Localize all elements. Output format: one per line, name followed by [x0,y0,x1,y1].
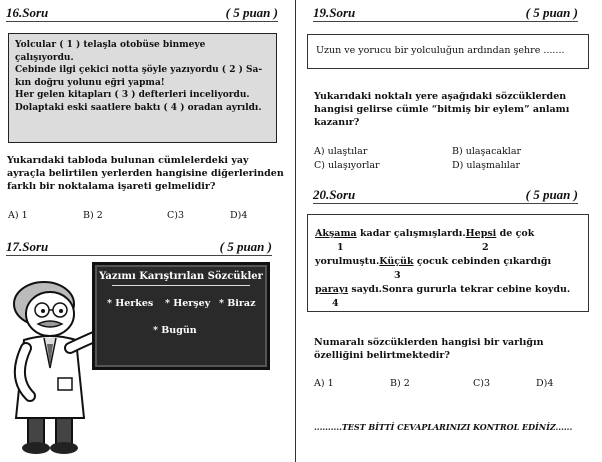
q16-box-line: Cebinde ilgi çekici notta şöyle yazıyordu ( 2 ) Sa- [15,65,263,76]
board-word: * Bugün [153,325,197,336]
q16-question-line: Yukarıdaki tabloda bulunan cümlelerdeki yay [7,155,249,166]
q19-option-b[interactable]: B) ulaşacaklar [452,146,522,157]
q20-points: ( 5 puan ) [525,187,578,202]
q20-line [315,284,570,295]
q19-question [314,90,596,129]
q20-text: de çok [496,228,535,239]
q20-option-a[interactable]: A) 1 [314,378,334,389]
q16-option-c[interactable]: C)3 [167,210,185,221]
q20-option-d[interactable]: D)4 [536,378,554,389]
q19-question-text: hangisi gelirse cümle “ [314,104,438,115]
q16-option-b[interactable]: B) 2 [83,210,103,221]
q20-text: çocuk cebinden çıkardığı [413,256,552,267]
board-title: Yazımı Karıştırılan Sözcükler [95,271,267,286]
q20-number: 20.Soru [313,187,356,202]
q19-option-a[interactable]: A) ulaştılar [314,146,368,157]
q16-question-line: farklı bir noktalama işareti gelmelidir? [7,181,216,192]
q20-text: saydı.Sonra gururla tekrar cebine koydu. [348,284,571,295]
board-word: * Biraz [219,298,256,309]
q20-question [314,336,596,362]
q16-box-line: Dolaptaki eski saatlere baktı ( 4 ) oradan ayrıldı. [15,102,262,113]
q20-sentence-box [307,214,589,312]
board-word: * Herşey [165,298,211,309]
q16-question [7,154,287,193]
q16-option-d[interactable]: D)4 [230,210,248,221]
board-word: * Herkes [107,298,154,309]
q20-marker: 4 [332,298,339,309]
q20-question-line: Numaralı sözcüklerden hangisi bir varlığın [314,337,544,348]
q20-marker: 1 [337,242,344,253]
q20-marker: 2 [482,242,489,253]
q16-box-line: çalışıyordu. [15,52,74,63]
q19-question-line: kazanır? [314,117,360,128]
q17-number: 17.Soru [6,239,49,254]
q19-highlight: bitmiş bir eylem [437,104,525,115]
q16-sentence-box [8,33,277,143]
q20-question-line: özelliğini belirtmektedir? [314,350,450,361]
chalkboard [92,262,270,370]
q16-question-line: ayraçla belirtilen yerlerden hangisine diğerlerinden [7,168,284,179]
q20-word-1: Akşama [315,228,357,239]
q20-word-2: Hepsi [465,228,497,239]
q20-line [315,228,534,239]
q16-box-line: Yolcular ( 1 ) telaşla otobüse binmeye [15,40,206,50]
q20-option-b[interactable]: B) 2 [390,378,410,389]
q19-number: 19.Soru [313,5,356,20]
column-divider [295,0,296,462]
q16-points: ( 5 puan ) [225,5,278,20]
q20-word-4: parayı [315,284,349,295]
q20-line [315,256,551,267]
q19-box-text: Uzun ve yorucu bir yolculuğun ardından şehre ....... [316,45,565,56]
q16-option-a[interactable]: A) 1 [8,210,28,221]
q19-option-c[interactable]: C) ulaşıyorlar [314,160,380,171]
q17-points: ( 5 puan ) [219,239,272,254]
q17-header [6,238,272,256]
q19-question-text: ” anlamı [524,104,570,115]
q19-header [313,4,578,22]
q19-question-line [314,103,596,116]
q19-points: ( 5 puan ) [525,5,578,20]
q19-option-d[interactable]: D) ulaşmalılar [452,160,521,171]
q16-number: 16.Soru [6,5,49,20]
q19-sentence-box [307,34,589,69]
q16-box-line: Her gelen kitapları ( 3 ) defterleri inceliyordu. [15,90,250,101]
q16-box-line: kın doğru yolunu eğri yapma! [15,77,165,88]
q20-header [313,186,578,204]
q20-word-3: Küçük [379,256,414,267]
q19-question-line: Yukarıdaki noktalı yere aşağıdaki sözcüklerden [314,91,567,102]
q20-text: yorulmuştu. [315,256,380,267]
test-end-note: ..........TEST BİTTİ CEVAPLARINIZI KONTROL EDİNİZ...... [314,422,573,432]
q20-option-c[interactable]: C)3 [473,378,491,389]
q20-text: kadar çalışmışlardı. [356,228,466,239]
q16-header [6,4,278,22]
q20-marker: 3 [394,270,401,281]
